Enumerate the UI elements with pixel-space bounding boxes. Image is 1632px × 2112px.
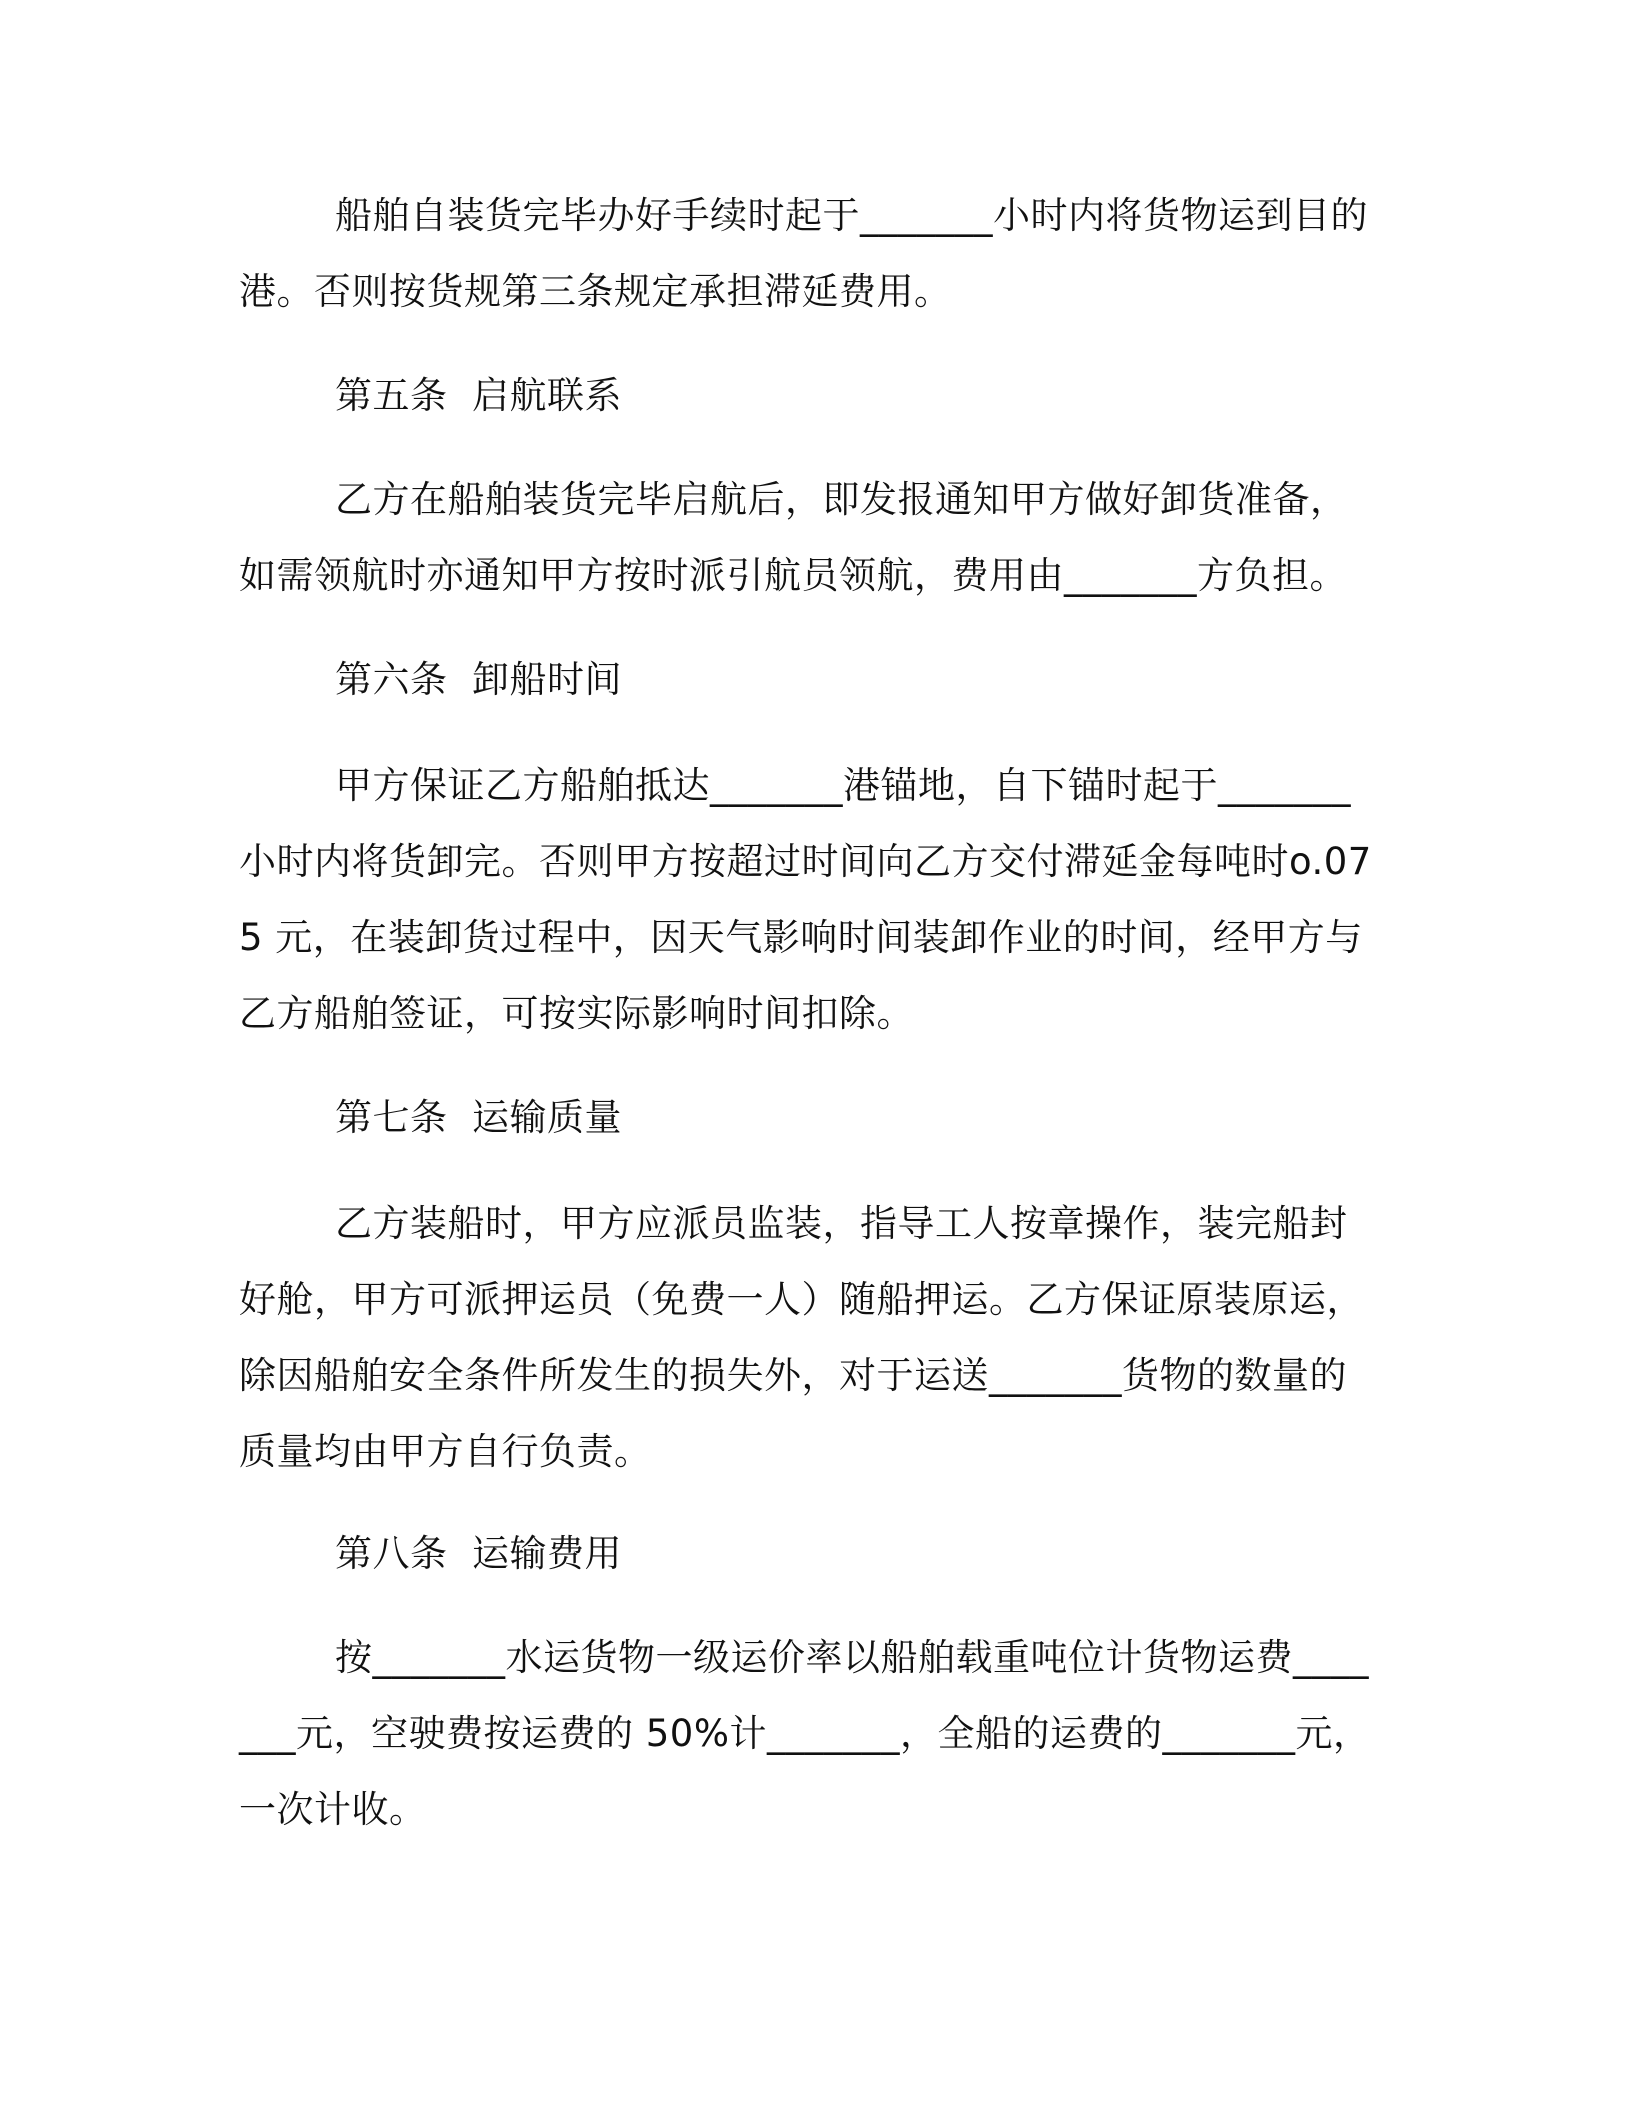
paragraph-transport-fees: 按_______水运货物一级运价率以船舶载重吨位计货物运费_______元，空驶费按运费的 50%计_______，全船的运费的_______元，一次计收。 xyxy=(239,1636,1371,1831)
heading-article-7: 第七条 运输质量 xyxy=(335,1096,623,1139)
paragraph-transport-deadline: 船舶自装货完毕办好手续时起于_______小时内将货物运到目的港。否则按货规第三条规定承担滞延费用。 xyxy=(239,194,1368,313)
heading-article-5: 第五条 启航联系 xyxy=(335,374,623,417)
paragraph-departure-contact: 乙方在船舶装货完毕启航后，即发报通知甲方做好卸货准备，如需领航时亦通知甲方按时派引航员领航，费用由_______方负担。 xyxy=(239,478,1348,597)
paragraph-unloading-time: 甲方保证乙方船舶抵达_______港锚地，自下锚时起于_______小时内将货卸完。否则甲方按超过时间向乙方交付滞延金每吨时o.075 元，在装卸货过程中，因天气影响时间装卸作业的时间，经甲方与乙方船舶签证，可按实际影响时间扣除。 xyxy=(239,764,1372,1035)
paragraph-transport-quality: 乙方装船时，甲方应派员监装，指导工人按章操作，装完船封好舱，甲方可派押运员（免费一人）随船押运。乙方保证原装原运，除因船舶安全条件所发生的损失外，对于运送_______货物的数量的质量均由甲方自行负责。 xyxy=(239,1202,1364,1473)
heading-article-8: 第八条 运输费用 xyxy=(335,1532,623,1575)
heading-article-6: 第六条 卸船时间 xyxy=(335,658,623,701)
